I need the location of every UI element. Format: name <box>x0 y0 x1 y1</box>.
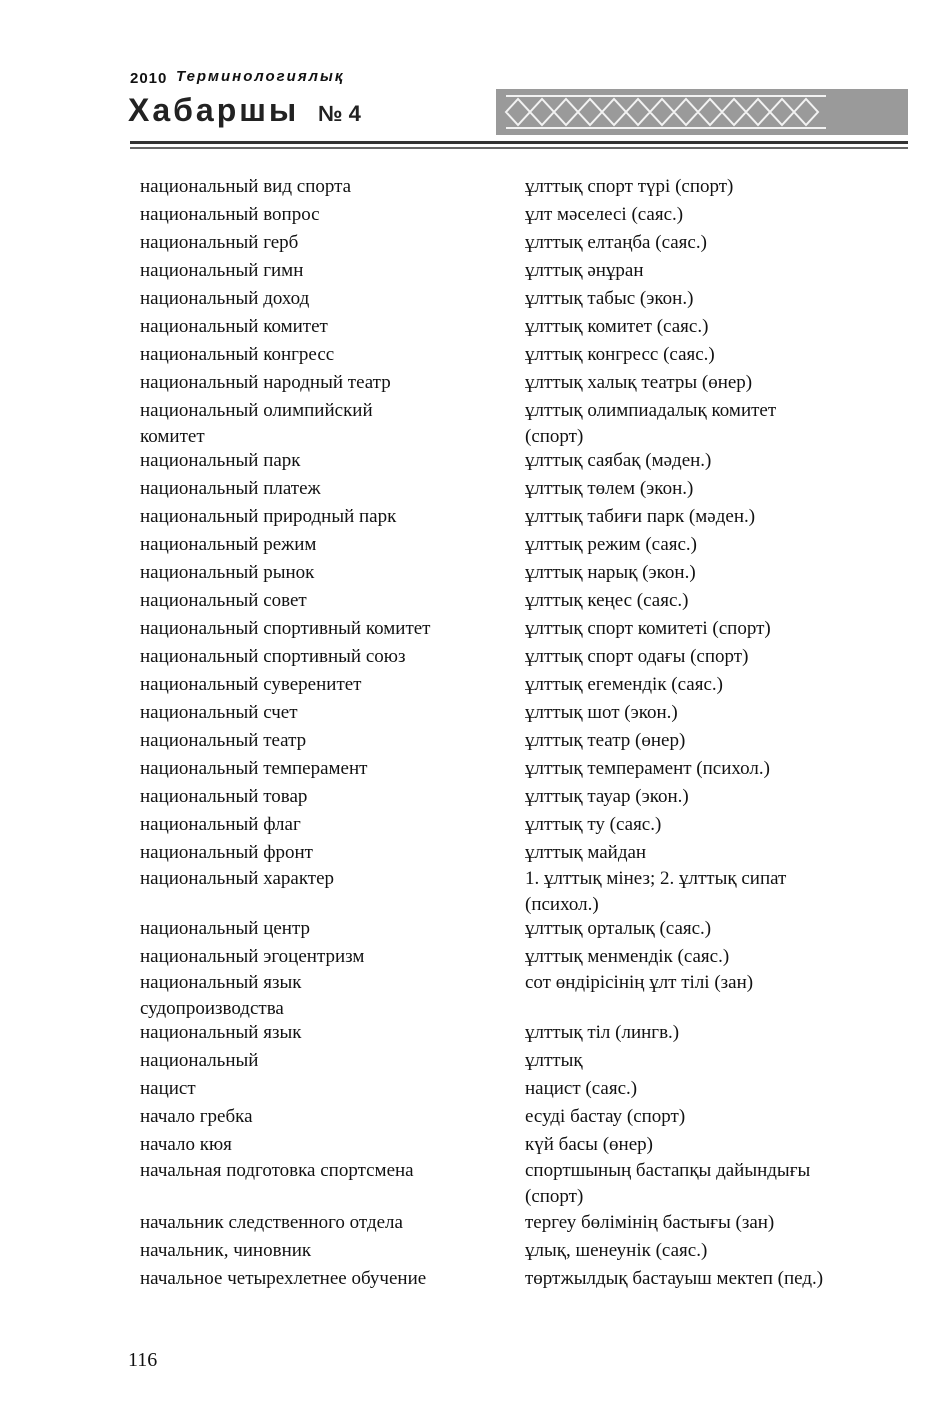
entry-kazakh: ұлттық тауар (экон.) <box>525 786 689 807</box>
entry-kazakh: ұлттық ту (саяс.) <box>525 814 662 835</box>
entry-kazakh: ұлттық кеңес (саяс.) <box>525 590 689 611</box>
entry-kazakh: ұлттық олимпиадалық комитет (спорт) <box>525 400 777 447</box>
entry-kazakh: ұлттық режим (саяс.) <box>525 534 698 555</box>
entry-kazakh: ұлт мәселесі (саяс.) <box>525 204 684 225</box>
entry-kazakh: ұлттық спорт одағы (спорт) <box>525 646 749 667</box>
entry-russian: национальный гимн <box>140 260 304 281</box>
entry-russian: национальный природный парк <box>140 506 397 527</box>
entry-kazakh: ұлттық әнұран <box>525 260 644 281</box>
entry-russian: национальный центр <box>140 918 311 939</box>
entry-russian: начальная подготовка спортсмена <box>140 1160 414 1181</box>
entry-kazakh: сот өндірісінің ұлт тілі (зан) <box>525 972 754 993</box>
entry-kazakh: ұлық, шенеунік (саяс.) <box>525 1240 708 1261</box>
entry-kazakh: ұлттық тіл (лингв.) <box>525 1022 680 1043</box>
entry-russian: национальный темперамент <box>140 758 368 779</box>
header-rule-thin <box>130 147 908 149</box>
entry-russian: национальный язык <box>140 1022 302 1043</box>
entry-kazakh: ұлттық темперамент (психол.) <box>525 758 770 779</box>
entry-russian: национальный комитет <box>140 316 328 337</box>
entry-russian: нацист <box>140 1078 196 1099</box>
entry-kazakh: ұлттық шот (экон.) <box>525 702 678 723</box>
page-number: 116 <box>128 1349 158 1371</box>
entry-russian: национальный фронт <box>140 842 313 863</box>
entry-kazakh: ұлттық табиғи парк (мәден.) <box>525 506 756 527</box>
entry-kazakh: нацист (саяс.) <box>525 1078 638 1099</box>
header-issue: № 4 <box>318 101 361 126</box>
entry-kazakh: тергеу бөлімінің бастығы (зан) <box>525 1212 775 1233</box>
entry-russian: национальный спортивный союз <box>140 646 406 667</box>
entry-russian: национальный рынок <box>140 562 315 583</box>
entry-russian: национальный театр <box>140 730 307 751</box>
entry-russian: национальный вид спорта <box>140 176 352 197</box>
entry-russian: национальный доход <box>140 288 310 309</box>
entry-russian: национальный суверенитет <box>140 674 362 695</box>
entry-russian: национальный олимпийский комитет <box>140 400 373 447</box>
entry-russian: национальный эгоцентризм <box>140 946 365 967</box>
entry-russian: начальник, чиновник <box>140 1240 312 1261</box>
entry-kazakh: ұлттық нарық (экон.) <box>525 562 696 583</box>
entry-russian: национальный совет <box>140 590 307 611</box>
entry-russian: национальный режим <box>140 534 317 555</box>
entry-russian: национальный спортивный комитет <box>140 618 431 639</box>
entry-kazakh: ұлттық спорт комитеті (спорт) <box>525 618 771 639</box>
entry-kazakh: ұлттық саябақ (мәден.) <box>525 450 712 471</box>
entry-russian: начало гребка <box>140 1106 253 1127</box>
header-rule-thick <box>130 141 908 144</box>
entry-kazakh: ұлттық елтаңба (саяс.) <box>525 232 707 253</box>
entry-russian: национальный товар <box>140 786 308 807</box>
entry-kazakh: ұлттық менмендік (саяс.) <box>525 946 730 967</box>
entry-russian: национальный счет <box>140 702 298 723</box>
entry-kazakh: есуді бастау (спорт) <box>525 1106 686 1127</box>
entry-kazakh: спортшының бастапқы дайындығы (спорт) <box>525 1160 811 1207</box>
entry-kazakh: ұлттық орталық (саяс.) <box>525 918 712 939</box>
entry-kazakh: ұлттық майдан <box>525 842 647 863</box>
entry-russian: национальный герб <box>140 232 299 253</box>
entry-russian: начальное четырехлетнее обучение <box>140 1268 427 1289</box>
entry-kazakh: күй басы (өнер) <box>525 1134 653 1155</box>
entry-russian: национальный народный театр <box>140 372 391 393</box>
entry-russian: начальник следственного отдела <box>140 1212 403 1233</box>
entry-kazakh: ұлттық конгресс (саяс.) <box>525 344 715 365</box>
entry-kazakh: ұлттық театр (өнер) <box>525 730 686 751</box>
entry-kazakh: ұлттық егемендік (саяс.) <box>525 674 723 695</box>
entry-russian: национальный платеж <box>140 478 321 499</box>
entry-kazakh: ұлттық төлем (экон.) <box>525 478 694 499</box>
entry-kazakh: ұлттық комитет (саяс.) <box>525 316 709 337</box>
entry-kazakh: ұлттық <box>525 1050 583 1071</box>
entry-russian: национальный вопрос <box>140 204 320 225</box>
entry-russian: начало кюя <box>140 1134 232 1155</box>
header-title: Хабаршы <box>128 92 300 128</box>
entry-russian: национальный язык судопроизводства <box>140 972 302 1019</box>
entry-kazakh: ұлттық табыс (экон.) <box>525 288 694 309</box>
entry-russian: национальный флаг <box>140 814 301 835</box>
entry-kazakh: ұлттық халық театры (өнер) <box>525 372 753 393</box>
entry-russian: национальный конгресс <box>140 344 335 365</box>
entry-russian: национальный характер <box>140 868 335 889</box>
entry-kazakh: ұлттық спорт түрі (спорт) <box>525 176 734 197</box>
entry-kazakh: 1. ұлттық мінез; 2. ұлттық сипат (психол.) <box>525 868 787 915</box>
header-journal-label: Терминологиялық <box>176 68 345 85</box>
entry-russian: национальный <box>140 1050 259 1071</box>
entry-russian: национальный парк <box>140 450 301 471</box>
header-year: 2010 <box>130 70 168 87</box>
ornament-band <box>496 89 908 135</box>
entry-kazakh: төртжылдық бастауыш мектеп (пед.) <box>525 1268 824 1289</box>
